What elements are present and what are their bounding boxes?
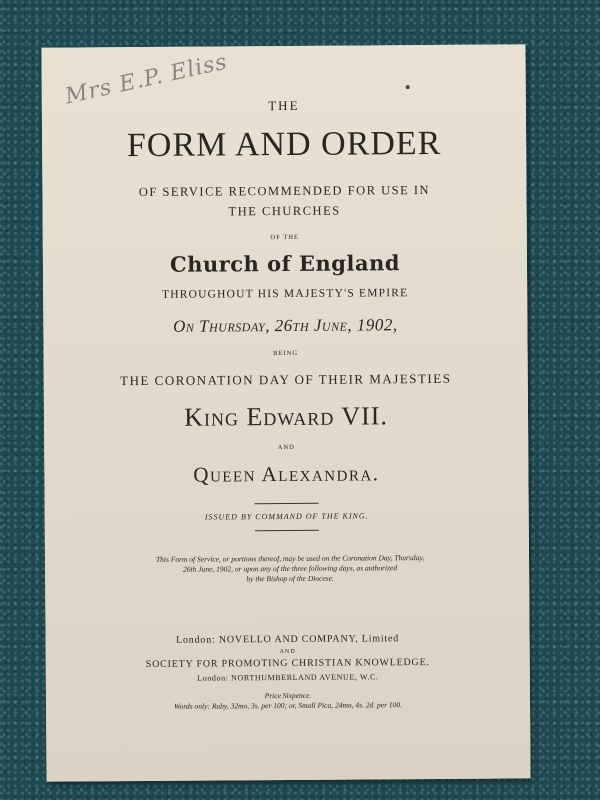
coronation-line: THE CORONATION DAY OF THEIR MAJESTIES [120,370,452,389]
of-the-line: OF THE [270,233,300,242]
notice-line: by the Bishop of the Diocese. [246,573,334,584]
handwritten-signature: Mrs E.P. Eliss [62,49,230,110]
ink-dot [406,85,410,89]
church-name: Church of England [169,250,401,277]
divider-bottom [255,530,319,531]
service-line: OF SERVICE RECOMMENDED FOR USE IN [138,182,431,200]
heading-the: THE [268,97,300,114]
publisher-spck: SOCIETY FOR PROMOTING CHRISTIAN KNOWLEDGE. [145,657,430,670]
being-line: BEING [273,349,299,358]
date-line: On Thursday, 26th June, 1902, [173,315,398,336]
and-line: AND [277,443,295,452]
queen-name: Queen Alexandra. [193,461,380,487]
issued-by-command: ISSUED BY COMMAND OF THE KING. [204,511,369,522]
king-name: King Edward VII. [184,401,389,432]
price-line: Price Sixpence. [264,690,312,701]
page-title: FORM AND ORDER [126,124,442,165]
publisher-and: AND [279,648,296,656]
empire-line: THROUGHOUT HIS MAJESTY'S EMPIRE [161,287,409,301]
notice-line: This Form of Service, or portions thereof, may be used on the Coronation Day, Thursday, [155,553,425,564]
words-only-price: Words only: Ruby, 32mo, 3s. per 100; or, Small Pica, 24mo, 4s. 2d. per 100. [174,700,403,711]
divider-top [255,503,319,504]
publisher-address: London: NORTHUMBERLAND AVENUE, W.C. [197,672,379,683]
document-page [41,44,530,781]
notice-line: 26th June, 1902, or upon any of the three following days, as authorized [183,563,398,574]
publisher-novello: London: NOVELLO AND COMPANY, Limited [176,633,400,646]
churches-line: THE CHURCHES [228,203,341,219]
usage-notice [105,553,475,586]
